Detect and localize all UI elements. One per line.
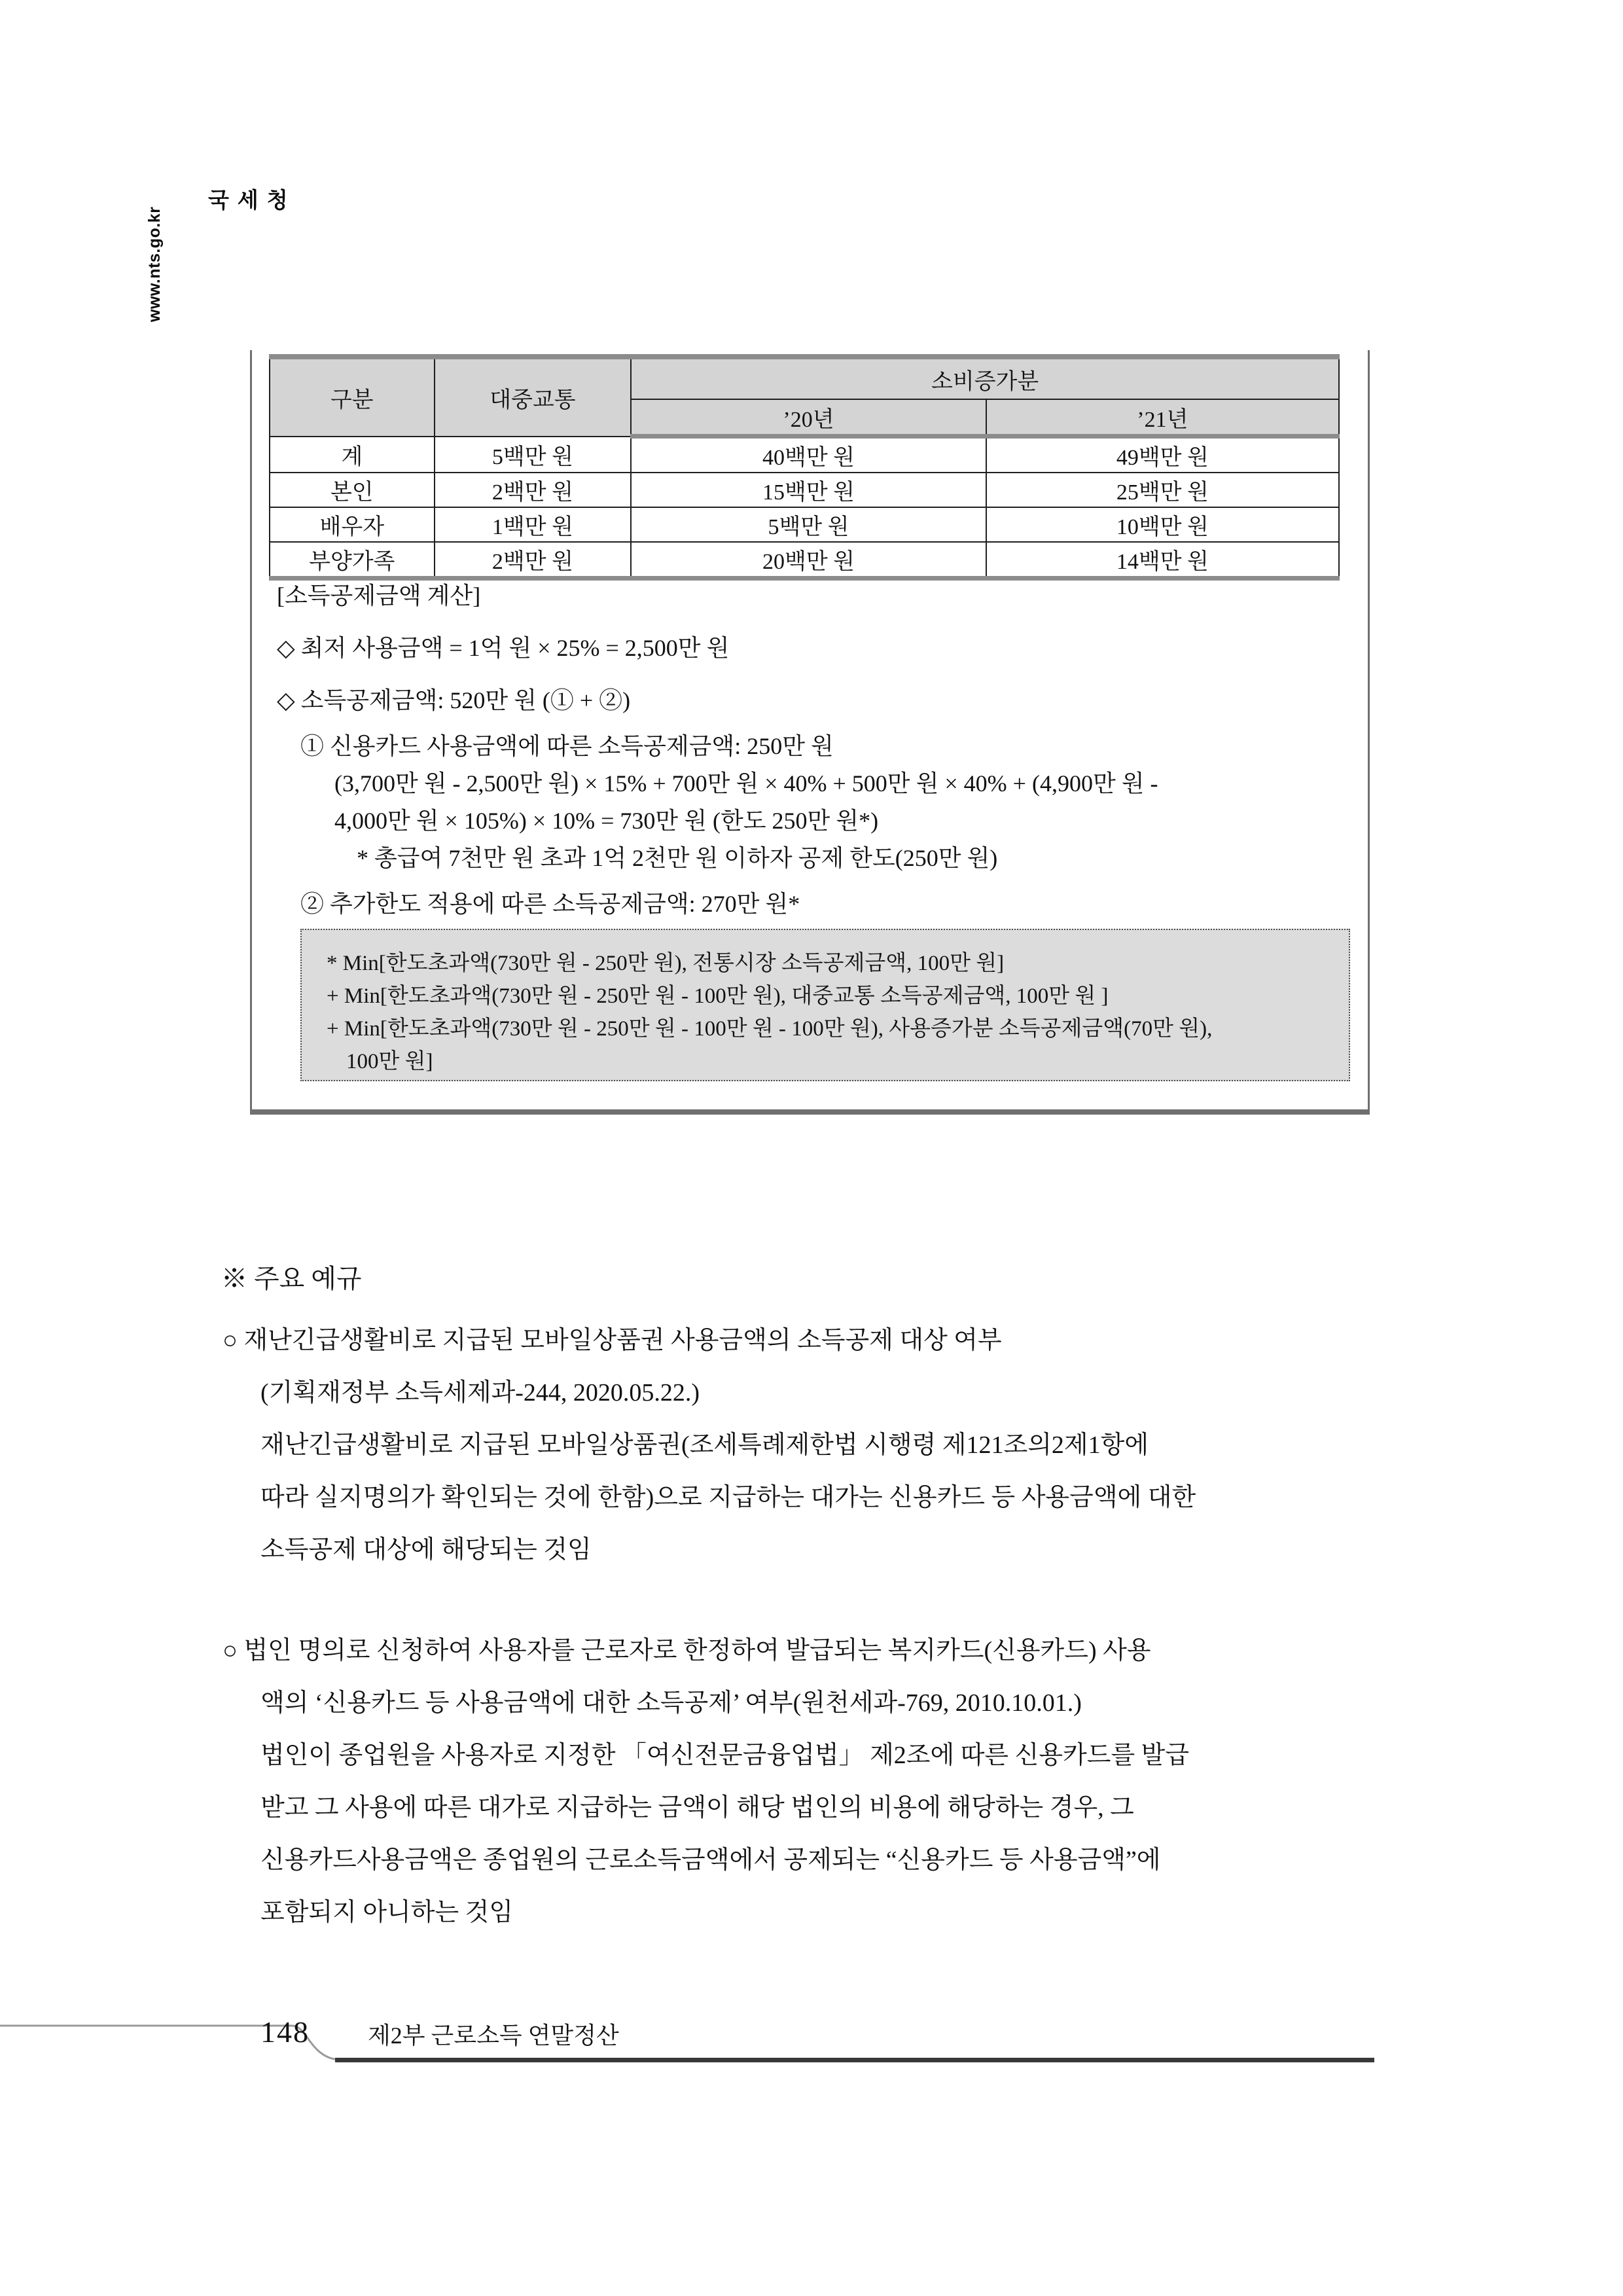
table-cell: 2백만 원 (435, 473, 632, 507)
rulings-heading: ※ 주요 예규 (221, 1264, 362, 1293)
table-cell: 49백만 원 (986, 437, 1339, 473)
page-number: 148 (260, 2015, 310, 2049)
example-box (250, 350, 1370, 1115)
col-header-y21: ’21년 (986, 399, 1339, 437)
col-header-y20: ’20년 (631, 399, 986, 437)
note-line: + Min[한도초과액(730만 원 - 250만 원 - 100만 원), 대중교통 소득공제금액, 100만 원 ] (327, 984, 1109, 1008)
table-cell: 배우자 (270, 507, 435, 542)
note-line: + Min[한도초과액(730만 원 - 250만 원 - 100만 원 - 100만 원), 사용증가분 소득공제금액(70만 원), (327, 1017, 1213, 1041)
table-cell: 계 (270, 437, 435, 473)
calc-line: ◇ 소득공제금액: 520만 원 (① + ②) (277, 687, 631, 713)
ruling-line: ○ 재난긴급생활비로 지급된 모바일상품권 사용금액의 소득공제 대상 여부 (223, 1327, 1002, 1354)
calc-line: ① 신용카드 사용금액에 따른 소득공제금액: 250만 원 (300, 733, 834, 759)
ruling-item-1 (223, 1314, 1387, 1576)
ruling-line: 포함되지 아니하는 것임 (260, 1899, 514, 1926)
table-cell: 20백만 원 (631, 542, 986, 579)
ruling-line: 따라 실지명의가 확인되는 것에 한함)으로 지급하는 대가는 신용카드 등 사용금액에 대한 (260, 1484, 1196, 1511)
calc-line: ◇ 최저 사용금액 = 1억 원 × 25% = 2,500만 원 (277, 635, 730, 661)
table-cell: 5백만 원 (435, 437, 632, 473)
table-row (270, 437, 1339, 473)
table-row (270, 473, 1339, 507)
agency-name: 국세청 (208, 188, 296, 212)
ruling-item-2 (223, 1624, 1387, 1939)
table-cell: 10백만 원 (986, 507, 1339, 542)
note-line: * Min[한도초과액(730만 원 - 250만 원), 전통시장 소득공제금액, 100만 원] (327, 952, 1005, 975)
table-cell: 5백만 원 (631, 507, 986, 542)
note-line: 100만 원] (346, 1050, 433, 1073)
ruling-line: 법인이 종업원을 사용자로 지정한 「여신전문금융업법」 제2조에 따른 신용카드를 발급 (260, 1742, 1190, 1769)
footer-section-title: 제2부 근로소득 연말정산 (368, 2022, 619, 2049)
calc-line: ② 추가한도 적용에 따른 소득공제금액: 270만 원* (300, 891, 800, 917)
calc-line: 4,000만 원 × 105%) × 10% = 730만 원 (한도 250만 원*) (334, 808, 879, 834)
col-header-transit: 대중교통 (435, 357, 632, 437)
nts-url-vertical: www.nts.go.kr (145, 206, 164, 322)
table-row (270, 542, 1339, 579)
table-cell: 부양가족 (270, 542, 435, 579)
calc-section (277, 581, 1350, 919)
note-box (300, 929, 1350, 1081)
calc-line: * 총급여 7천만 원 초과 1억 2천만 원 이하자 공제 한도(250만 원) (357, 845, 998, 871)
col-header-increase: 소비증가분 (631, 357, 1339, 399)
table-cell: 14백만 원 (986, 542, 1339, 579)
ruling-line: 소득공제 대상에 해당되는 것임 (260, 1536, 592, 1564)
table-cell: 40백만 원 (631, 437, 986, 473)
ruling-line: ○ 법인 명의로 신청하여 사용자를 근로자로 한정하여 발급되는 복지카드(신용카드) 사용 (223, 1637, 1151, 1664)
table-cell: 2백만 원 (435, 542, 632, 579)
table-cell: 15백만 원 (631, 473, 986, 507)
calc-title: [소득공제금액 계산] (277, 583, 481, 609)
ruling-line: 받고 그 사용에 따른 대가로 지급하는 금액이 해당 법인의 비용에 해당하는 경우, 그 (260, 1794, 1134, 1821)
col-header-group: 구분 (270, 357, 435, 437)
calc-line: (3,700만 원 - 2,500만 원) × 15% + 700만 원 × 40% + 500만 원 × 40% + (4,900만 원 - (334, 770, 1158, 797)
footer-rule (0, 2003, 1623, 2081)
ruling-line: 액의 ‘신용카드 등 사용금액에 대한 소득공제’ 여부(원천세과-769, 2010.10.01.) (260, 1689, 1082, 1717)
ruling-line: (기획재정부 소득세제과-244, 2020.05.22.) (260, 1379, 700, 1407)
ruling-line: 재난긴급생활비로 지급된 모바일상품권(조세특례제한법 시행령 제121조의2제1항에 (260, 1431, 1149, 1459)
table-row (270, 507, 1339, 542)
ruling-line: 신용카드사용금액은 종업원의 근로소득금액에서 공제되는 “신용카드 등 사용금액”에 (260, 1846, 1161, 1874)
table-cell: 1백만 원 (435, 507, 632, 542)
table-cell: 25백만 원 (986, 473, 1339, 507)
deduction-table (269, 354, 1340, 581)
table-cell: 본인 (270, 473, 435, 507)
